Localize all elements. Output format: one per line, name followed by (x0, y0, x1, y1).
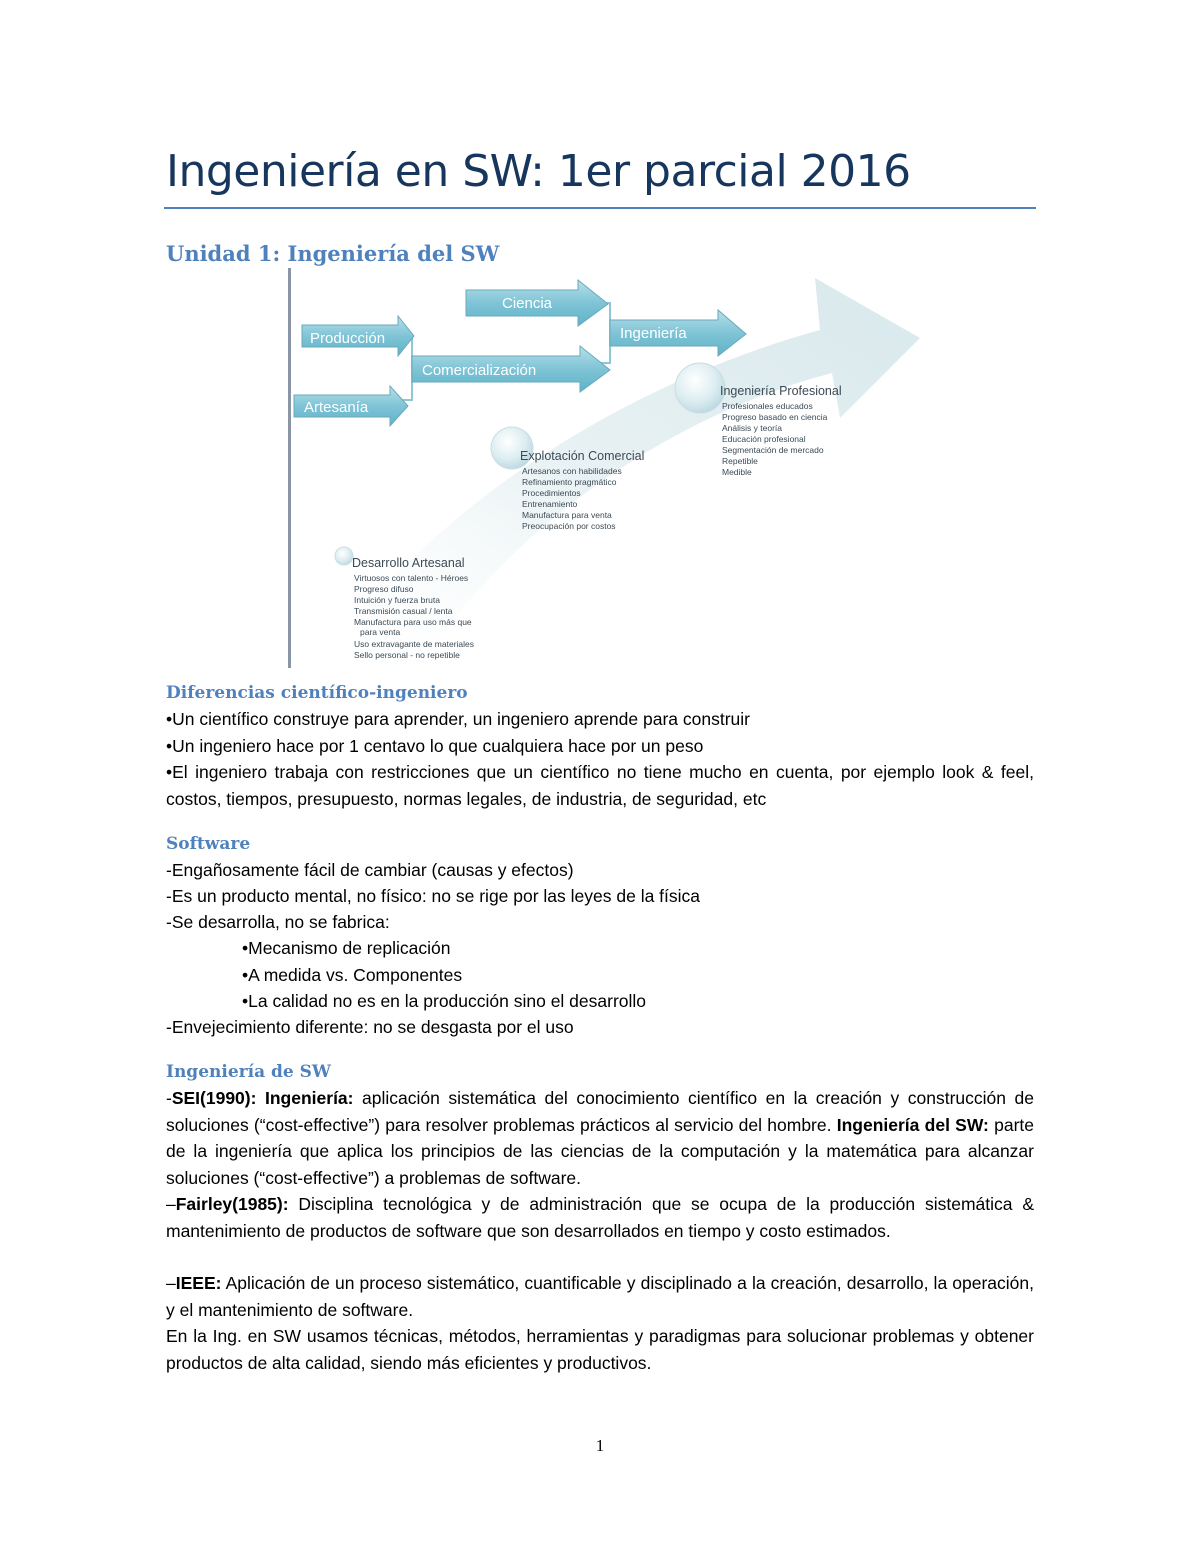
stage-bullet: Profesionales educados (722, 401, 813, 411)
stage-bullet: Virtuosos con talento - Héroes (354, 573, 469, 583)
stage-bullet: Refinamiento pragmático (522, 477, 617, 487)
stage-ingenieria-block (720, 384, 842, 477)
stage-title: Ingeniería Profesional (720, 384, 842, 398)
fairley-definition: –Fairley(1985): Disciplina tecnológica y de administración que se ocupa de la producción sistemática & mantenimiento de productos de software que son desarrollados en tiempo y costo estimados. (166, 1194, 1034, 1241)
diferencias-item: •El ingeniero trabaja con restricciones que un científico no tiene mucho en cuenta, por ejemplo look & feel, costos, tiempos, presupuesto, normas legales, de industria, de seguridad, etc (166, 762, 1034, 809)
title-underline (164, 207, 1036, 209)
stage-title: Desarrollo Artesanal (352, 556, 465, 570)
stage-bullet: Sello personal - no repetible (354, 650, 460, 660)
produccion-arrow (302, 316, 414, 356)
sei-definition: -SEI(1990): Ingeniería: aplicación sistemática del conocimiento científico en la creación y construcción de soluciones (“cost-effective”) para resolver problemas prácticos al servicio del hombre. Ingeniería del SW: parte de la ingeniería que aplica los principios de las ciencias de la computación y la matemática para alcanzar soluciones (“cost-effective”) a problemas de software. (166, 1088, 1035, 1188)
stage-bullet: Intuición y fuerza bruta (354, 595, 440, 605)
evolution-diagram (280, 268, 930, 668)
software-sub-item: •A medida vs. Componentes (242, 965, 463, 985)
unit1-heading: Unidad 1: Ingeniería del SW (166, 241, 500, 266)
stage-bullet: Manufactura para venta (522, 510, 612, 520)
stage-bullet: Uso extravagante de materiales (354, 639, 475, 649)
stage-bullet: Progreso difuso (354, 584, 414, 594)
stage-bullet: Medible (722, 467, 752, 477)
artesania-label: Artesanía (304, 399, 369, 416)
ciencia-label: Ciencia (502, 295, 553, 312)
stage-circle-artesanal (335, 547, 353, 565)
software-line: -Envejecimiento diferente: no se desgasta por el uso (166, 1017, 574, 1037)
diferencias-item: •Un científico construye para aprender, un ingeniero aprende para construir (166, 709, 750, 729)
vertical-axis (288, 268, 291, 668)
software-line: -Es un producto mental, no físico: no se rige por las leyes de la física (166, 886, 701, 906)
stage-title: Explotación Comercial (520, 449, 645, 463)
comercializacion-label: Comercialización (422, 362, 537, 379)
stage-bullet: Artesanos con habilidades (522, 466, 622, 476)
diferencias-item: •Un ingeniero hace por 1 centavo lo que cualquiera hace por un peso (166, 736, 704, 756)
ieee-definition: –IEEE: Aplicación de un proceso sistemático, cuantificable y disciplinado a la creación, desarrollo, la operación, y el mantenimiento de software. (166, 1273, 1034, 1320)
produccion-label: Producción (310, 330, 386, 347)
stage-bullet: Educación profesional (722, 434, 806, 444)
stage-bullet: Repetible (722, 456, 758, 466)
software-sub-item: •La calidad no es en la producción sino el desarrollo (242, 991, 647, 1011)
artesania-arrow (294, 386, 408, 426)
software-line: -Engañosamente fácil de cambiar (causas y efectos) (166, 860, 574, 880)
stage-bullet: Entrenamiento (522, 499, 578, 509)
stage-bullet: Procedimientos (522, 488, 581, 498)
diferencias-heading: Diferencias científico-ingeniero (166, 683, 468, 703)
page-number: 1 (595, 1436, 605, 1455)
comercializacion-arrow (412, 346, 610, 392)
stage-bullet: Segmentación de mercado (722, 445, 824, 455)
software-line: -Se desarrolla, no se fabrica: (166, 912, 390, 932)
stage-bullet: Análisis y teoría (722, 423, 782, 433)
software-heading: Software (166, 834, 251, 854)
stage-bullet: Transmisión casual / lenta (354, 606, 453, 616)
ingsw-heading: Ingeniería de SW (166, 1062, 331, 1082)
stage-bullet: Preocupación por costos (522, 521, 616, 531)
stage-bullet: para venta (360, 627, 401, 637)
ingenieria-label: Ingeniería (620, 325, 687, 342)
stage-bullet: Manufactura para uso más que (354, 617, 472, 627)
document-title: Ingeniería en SW: 1er parcial 2016 (166, 146, 911, 197)
stage-bullet: Progreso basado en ciencia (722, 412, 828, 422)
closing-paragraph: En la Ing. en SW usamos técnicas, métodos, herramientas y paradigmas para solucionar problemas y obtener productos de alta calidad, siendo más eficientes y productivos. (166, 1326, 1034, 1373)
stage-circle-ingenieria (675, 363, 725, 413)
ciencia-arrow (466, 280, 608, 326)
software-sub-item: •Mecanismo de replicación (242, 938, 451, 958)
ingenieria-arrow (610, 310, 746, 356)
